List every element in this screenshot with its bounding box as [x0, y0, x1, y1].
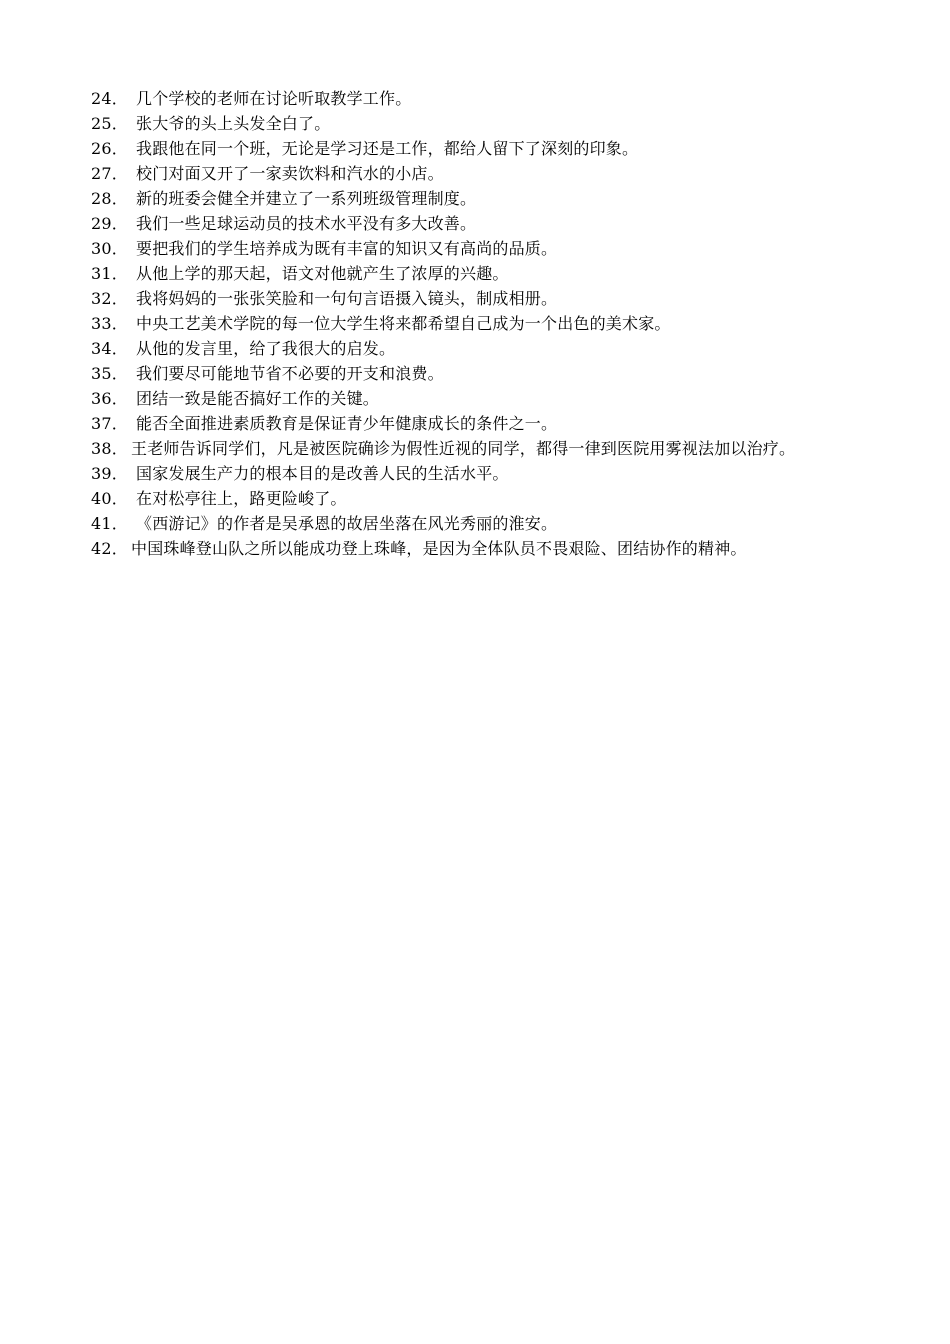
list-item [78, 386, 878, 411]
list-item [78, 511, 878, 536]
item-text: 新的班委会健全并建立了一系列班级管理制度。 [136, 189, 477, 208]
item-text: 我将妈妈的一张张笑脸和一句句言语摄入镜头，制成相册。 [136, 289, 558, 308]
list-item [78, 161, 878, 186]
item-text: 张大爷的头上头发全白了。 [136, 114, 331, 133]
list-item [78, 236, 878, 261]
list-item [78, 361, 878, 386]
item-number: 28． [91, 189, 128, 208]
item-number: 34． [91, 339, 128, 358]
list-item [78, 436, 878, 461]
item-text: 中国珠峰登山队之所以能成功登上珠峰，是因为全体队员不畏艰险、团结协作的精神。 [131, 539, 747, 558]
item-number: 42． [91, 539, 128, 558]
item-number: 27． [91, 164, 128, 183]
list-item [78, 211, 878, 236]
item-text: 我跟他在同一个班，无论是学习还是工作，都给人留下了深刻的印象。 [136, 139, 639, 158]
item-text: 从他的发言里，给了我很大的启发。 [136, 339, 396, 358]
item-text: 团结一致是能否搞好工作的关键。 [136, 389, 380, 408]
item-number: 33． [91, 314, 128, 333]
list-item [78, 311, 878, 336]
list-item [78, 411, 878, 436]
item-number: 38． [91, 439, 128, 458]
item-text: 国家发展生产力的根本目的是改善人民的生活水平。 [136, 464, 509, 483]
item-number: 39． [91, 464, 128, 483]
list-item [78, 286, 878, 311]
item-number: 40． [91, 489, 128, 508]
item-number: 41． [91, 514, 128, 533]
item-number: 32． [91, 289, 128, 308]
list-item [78, 136, 878, 161]
list-item [78, 86, 878, 111]
item-text: 中央工艺美术学院的每一位大学生将来都希望自己成为一个出色的美术家。 [136, 314, 671, 333]
item-number: 35． [91, 364, 128, 383]
item-text: 从他上学的那天起，语文对他就产生了浓厚的兴趣。 [136, 264, 509, 283]
item-number: 29． [91, 214, 128, 233]
item-text: 我们要尽可能地节省不必要的开支和浪费。 [136, 364, 444, 383]
item-text: 我们一些足球运动员的技术水平没有多大改善。 [136, 214, 477, 233]
item-text: 能否全面推进素质教育是保证青少年健康成长的条件之一。 [136, 414, 558, 433]
item-text: 《西游记》的作者是吴承恩的故居坐落在风光秀丽的淮安。 [136, 514, 558, 533]
item-number: 30． [91, 239, 128, 258]
list-item [78, 536, 878, 561]
item-text: 在对松亭往上，路更险峻了。 [136, 489, 347, 508]
item-text: 校门对面又开了一家卖饮料和汽水的小店。 [136, 164, 444, 183]
item-number: 36． [91, 389, 128, 408]
item-number: 26． [91, 139, 128, 158]
list-item [78, 186, 878, 211]
item-number: 31． [91, 264, 128, 283]
item-text: 王老师告诉同学们，凡是被医院确诊为假性近视的同学，都得一律到医院用雾视法加以治疗。 [131, 439, 796, 458]
item-text: 几个学校的老师在讨论听取教学工作。 [136, 89, 412, 108]
item-number: 24． [91, 89, 128, 108]
list-item [78, 261, 878, 286]
list-item [78, 336, 878, 361]
item-text: 要把我们的学生培养成为既有丰富的知识又有高尚的品质。 [136, 239, 558, 258]
item-number: 25． [91, 114, 128, 133]
sentence-list [78, 86, 878, 561]
list-item [78, 111, 878, 136]
list-item [78, 486, 878, 511]
list-item [78, 461, 878, 486]
item-number: 37． [91, 414, 128, 433]
